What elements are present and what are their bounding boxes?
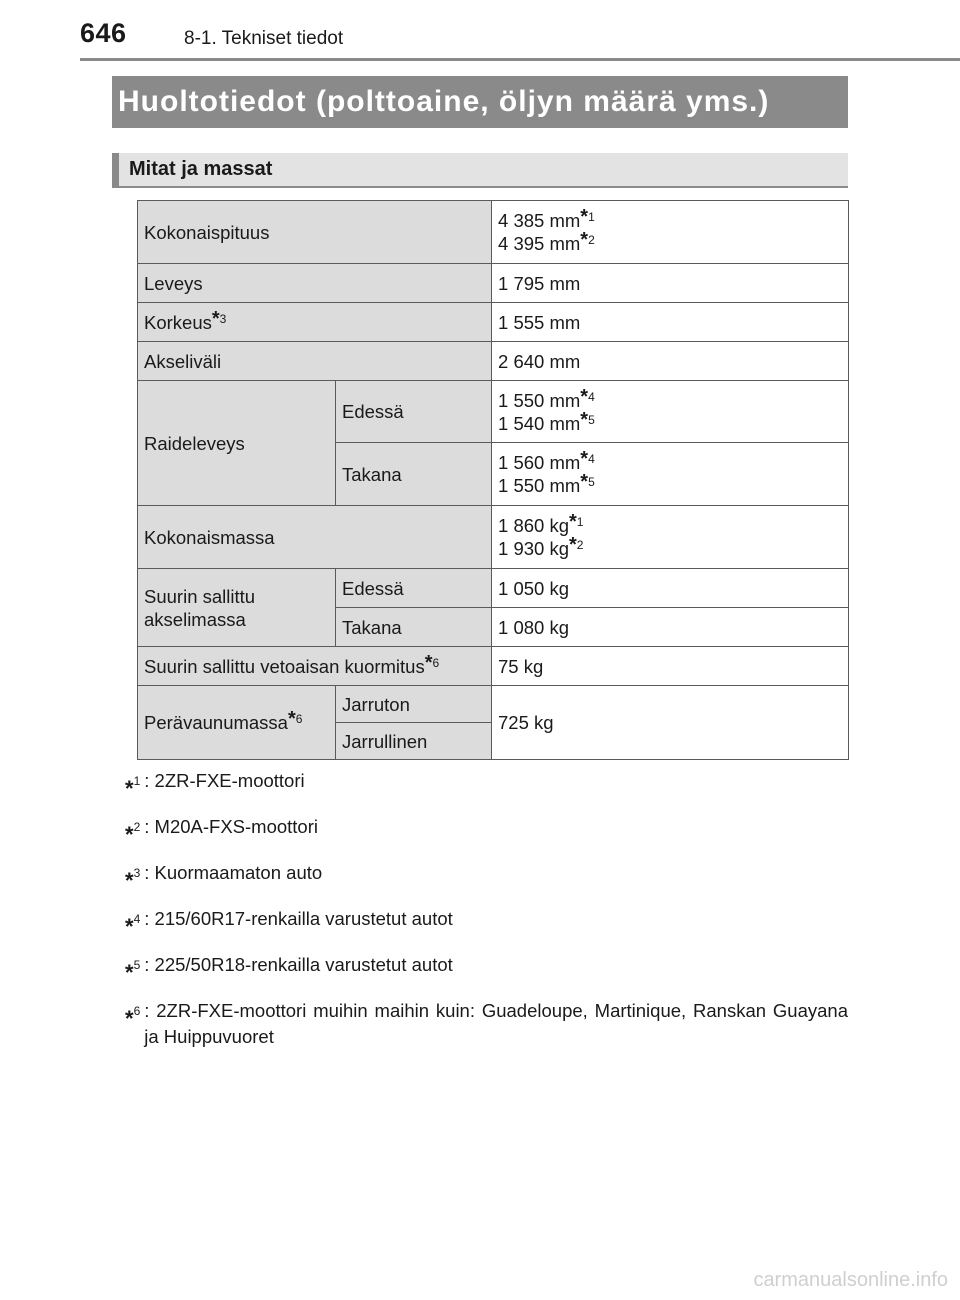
label-text: Suurin sallittu vetoaisan kuormitus [144,655,425,677]
footnote-marker: *$^5$ [125,958,141,985]
value-raideleveys-front [492,381,849,443]
value-line: 1 540 mm [498,412,581,434]
label-peravaunu-jarrullinen: Jarrullinen [336,723,492,760]
footnote-marker: *2 [569,534,584,556]
label-akselimassa: Suurin sallittu akselimassa [138,569,336,647]
footnote-marker: *$^3$ [125,866,141,893]
footnote [125,952,848,986]
footnote-ref: 6 [432,655,440,670]
footnote-number: 1 [133,774,141,788]
value-kokonaispituus [492,201,849,264]
footnote-marker: *4 [580,385,595,408]
value-raideleveys-rear [492,443,849,506]
footnote-marker: *$^1$ [125,774,141,801]
value-vetoaisa: 75 kg [492,647,849,686]
footnote-marker: *1 [569,511,584,533]
row-vetoaisa [138,647,849,686]
value-leveys: 1 795 mm [492,264,849,303]
value-line: 1 560 mm [498,452,581,473]
watermark: carmanualsonline.info [753,1269,948,1291]
footnote [125,814,848,848]
label-peravaunu [138,686,336,760]
value-line: 1 930 kg [498,538,569,559]
label-kokonaismassa: Kokonaismassa [138,506,492,569]
footnote-text: : 225/50R18-renkailla varustetut autot [144,954,453,975]
section-title: 8-1. Tekniset tiedot [184,28,344,49]
footnote-ref: 6 [295,712,303,726]
label-kokonaispituus: Kokonaispituus [138,201,492,264]
footnote-text: : 2ZR-FXE-moottori [144,770,305,791]
footnote [125,906,848,940]
label-akselimassa-rear: Takana [336,608,492,647]
row-raideleveys-front [138,381,849,443]
label-raideleveys-front: Edessä [336,381,492,443]
footnotes [125,768,848,1062]
footnote-marker: *1 [580,206,595,228]
value-kokonaismassa [492,506,849,569]
label-raideleveys: Raideleveys [138,381,336,506]
footnote-marker: *$^2$ [125,820,141,847]
footnote-number: 4 [133,912,141,926]
value-line: 1 550 mm [498,389,581,411]
footnote-ref: 4 [588,389,595,404]
footnote-ref: 1 [576,515,584,529]
header-rule [80,58,960,61]
footnote-text: : Kuormaamaton auto [144,862,323,883]
label-akselimassa-front: Edessä [336,569,492,608]
row-peravaunu-unbraked [138,686,849,723]
footnote [125,860,848,894]
page-title: Huoltotiedot (polttoaine, öljyn määrä yms.) [112,76,848,128]
footnote-text: : 215/60R17-renkailla varustetut autot [144,908,453,929]
footnote-ref: 2 [576,538,584,552]
row-akselivali [138,342,849,381]
footnote-text: : 2ZR-FXE-moottori muihin maihin kuin: Guadeloupe, Martinique, Ranskan Guayana ja Huippuvuoret [144,1000,848,1047]
label-akselivali: Akseliväli [138,342,492,381]
label-text: Korkeus [144,311,212,333]
page-number: 646 [80,18,127,48]
value-line: 1 860 kg [498,515,569,536]
label-peravaunu-jarruton: Jarruton [336,686,492,723]
footnote-ref: 1 [588,210,595,224]
footnote-marker: *6 [424,651,440,674]
footnote-number: 5 [133,958,141,972]
label-raideleveys-rear: Takana [336,443,492,506]
value-line: 4 385 mm [498,210,581,231]
value-akselimassa-rear: 1 080 kg [492,608,849,647]
footnote-marker: *$^4$ [125,912,141,939]
footnote-marker: *2 [580,229,595,251]
label-vetoaisa [138,647,492,686]
footnote-marker: *$^6$ [125,1004,141,1031]
row-leveys [138,264,849,303]
label-leveys: Leveys [138,264,492,303]
footnote-marker: *4 [580,448,595,470]
footnote [125,998,848,1050]
row-akselimassa-front [138,569,849,608]
value-peravaunu: 725 kg [492,686,849,760]
footnote-ref: 3 [219,311,227,326]
row-kokonaispituus [138,201,849,264]
footnote-number: 2 [133,820,141,834]
footnote [125,768,848,802]
footnote-ref: 5 [588,412,595,427]
row-korkeus [138,303,849,342]
footnote-number: 6 [133,1004,141,1018]
value-korkeus: 1 555 mm [492,303,849,342]
page-header [80,18,960,58]
footnote-marker: *5 [580,471,595,493]
label-text: Perävaunumassa [144,712,288,733]
footnote-text: : M20A-FXS-moottori [144,816,318,837]
value-line: 1 550 mm [498,475,581,496]
value-line: 4 395 mm [498,233,581,254]
value-akselivali: 2 640 mm [492,342,849,381]
footnote-marker: *3 [211,307,227,330]
row-kokonaismassa [138,506,849,569]
footnote-ref: 4 [588,452,595,466]
subheading: Mitat ja massat [112,153,848,188]
footnote-marker: *5 [580,408,595,431]
label-korkeus [138,303,492,342]
footnote-marker: *6 [287,708,303,730]
footnote-ref: 5 [588,475,595,489]
footnote-ref: 2 [588,233,595,247]
specs-table [137,200,849,760]
footnote-number: 3 [133,866,141,880]
value-akselimassa-front: 1 050 kg [492,569,849,608]
